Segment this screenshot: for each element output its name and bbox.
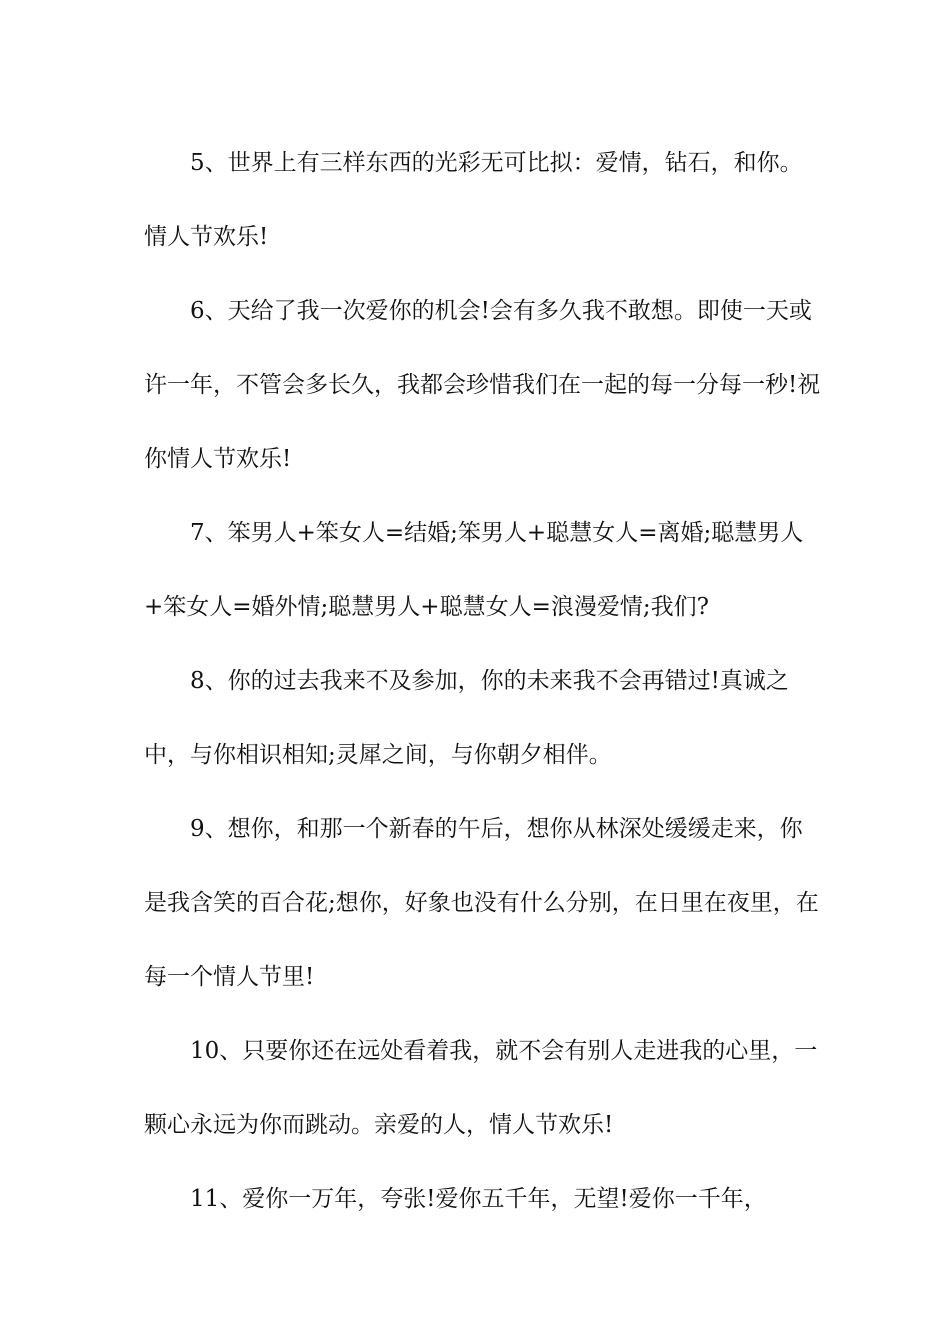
document-body (144, 126, 824, 1236)
paragraph-10: 10、只要你还在远处看着我，就不会有别人走进我的心里，一颗心永远为你而跳动。亲爱的人，情人节欢乐! (144, 1038, 818, 1138)
paragraph-11: 11、爱你一万年，夸张!爱你五千年，无望!爱你一千年， (190, 1186, 767, 1212)
paragraph-9: 9、想你，和那一个新春的午后，想你从林深处缓缓走来，你是我含笑的百合花;想你，好象也没有什么分别，在日里在夜里，在每一个情人节里! (144, 816, 819, 990)
paragraph-5: 5、世界上有三样东西的光彩无可比拟：爱情，钻石，和你。情人节欢乐! (144, 150, 803, 250)
paragraph-8: 8、你的过去我来不及参加，你的未来我不会再错过!真诚之中，与你相识相知;灵犀之间，与你朝夕相伴。 (144, 668, 789, 768)
paragraph-7: 7、笨男人+笨女人=结婚;笨男人+聪慧女人=离婚;聪慧男人+笨女人=婚外情;聪慧男人+聪慧女人=浪漫爱情;我们? (144, 520, 804, 620)
paragraph-6: 6、天给了我一次爱你的机会!会有多久我不敢想。即使一天或许一年，不管会多长久，我都会珍惜我们在一起的每一分每一秒!祝你情人节欢乐! (144, 298, 821, 472)
